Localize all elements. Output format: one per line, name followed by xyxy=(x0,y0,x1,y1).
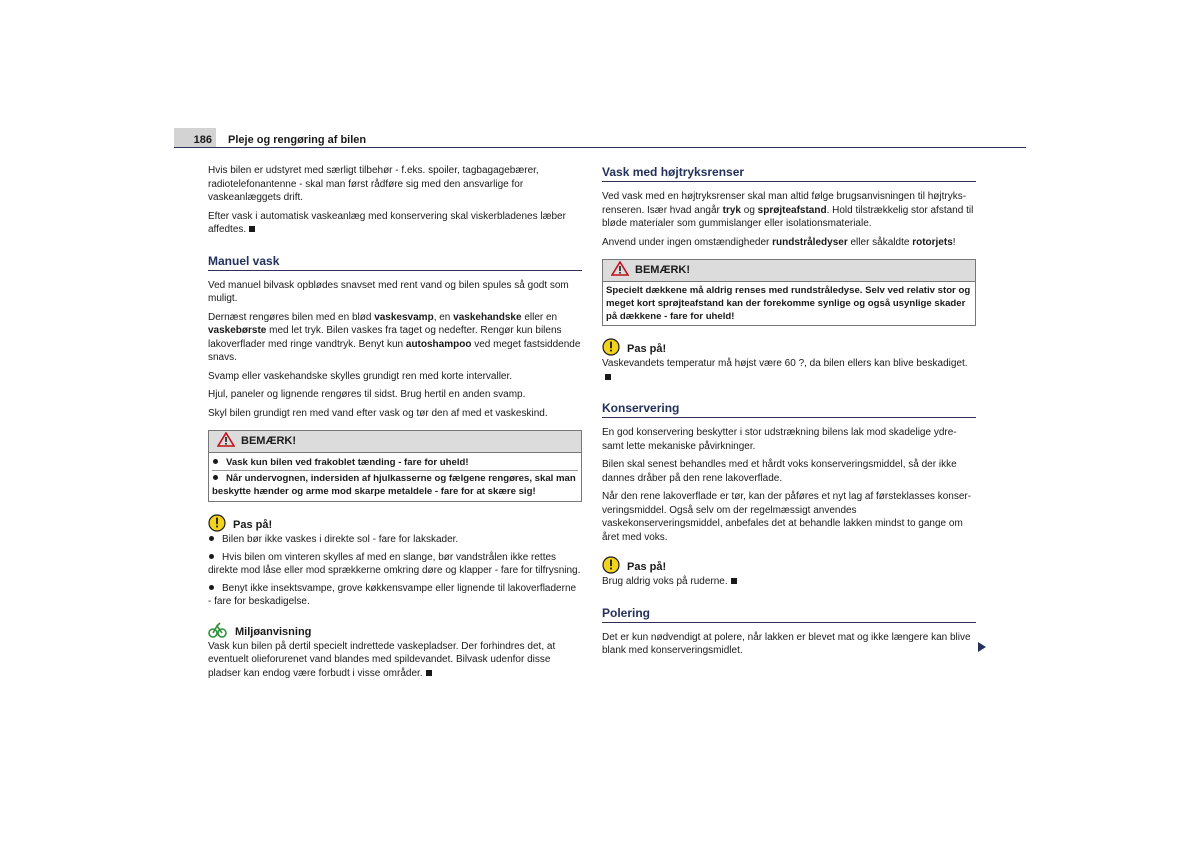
bullet-icon xyxy=(209,554,214,559)
cons-paragraph-2: Bilen skal senest behandles med et hårdt voks konserveringsmiddel, så der ikke dannes dråber på den rene lakoverflade. xyxy=(602,459,957,484)
exclamation-circle-icon xyxy=(602,556,620,574)
manual-paragraph-1: Ved manuel bilvask opblødes snavset med rent vand og bilen spules så godt som muligt. xyxy=(208,279,569,304)
warning-header xyxy=(603,260,975,282)
caution-heading: Pas på! xyxy=(208,514,582,531)
cons-paragraph-1: En god konservering beskytter i stor udstrækning bilens lak mod skadelige ydre- samt lette mekaniske påvirkninger. xyxy=(602,427,957,452)
bullet-icon xyxy=(213,459,218,464)
right-column xyxy=(602,164,976,663)
exclamation-circle-icon xyxy=(208,514,226,532)
intro-paragraph: Hvis bilen er udstyret med særligt tilbehør - f.eks. spoiler, tagbagagebærer, radiotelefonantenne - skal man først rådføre sig med den ansvarlige for vaskeanlæggets drift. xyxy=(208,165,539,203)
section-title-manuel-vask: Manuel vask xyxy=(208,253,582,271)
warning-item: Vask kun bilen ved frakoblet tænding - fare for uheld! xyxy=(212,455,578,470)
intro-paragraph-2: Efter vask i automatisk vaskeanlæg med konservering skal viskerbladenes læber affedtes. xyxy=(208,210,566,235)
caution-text: Vaskevandets temperatur må højst være 60 ?, da bilen ellers kan blive beskadiget. xyxy=(602,357,976,384)
left-column xyxy=(208,164,582,685)
warning-body: Specielt dækkene må aldrig renses med rundstråledyse. Selv ved relativ stor og meget kort sprøjteafstand kan der forekomme synlige og også usynlige skader på dækkene - fare for uheld! xyxy=(606,285,971,322)
page-number: 186 xyxy=(174,128,216,148)
end-square-icon xyxy=(249,226,255,232)
end-square-icon xyxy=(731,578,737,584)
page-header xyxy=(174,128,1026,148)
exclamation-circle-icon xyxy=(602,338,620,356)
end-square-icon xyxy=(426,670,432,676)
warning-triangle-icon xyxy=(611,261,629,276)
pol-paragraph-1: Det er kun nødvendigt at polere, når lakken er blevet mat og ikke længere kan blive blank med konserveringsmidlet. xyxy=(602,631,971,656)
caution-heading: Pas på! xyxy=(602,556,976,573)
next-page-arrow-icon xyxy=(978,642,986,652)
cons-paragraph-3: Når den rene lakoverflade er tør, kan der påføres et nyt lag af førsteklasses konserveringsmiddel. Også selv om der regelmæssigt anvendes vaskekonserveringsmiddel, anbefales det at behandle lakken mindst to gange om året med voks. xyxy=(602,491,972,543)
manual-paragraph-3: Svamp eller vaskehandske skylles grundigt ren med korte intervaller. xyxy=(208,370,513,382)
bullet-icon xyxy=(209,585,214,590)
manual-paragraph-5: Skyl bilen grundigt ren med vand efter vask og tør den af med et vaskeskind. xyxy=(208,407,548,419)
caution-item: Hvis bilen om vinteren skylles af med en slange, bør vandstrålen ikke rettes direkte mod låse eller mod sprækkerne omkring døre og klapper - fare for tilfrysning. xyxy=(208,551,581,576)
manual-paragraph-4: Hjul, paneler og lignende rengøres til sidst. Brug hertil en anden svamp. xyxy=(208,389,526,400)
section-title-polering: Polering xyxy=(602,605,976,623)
environment-heading: Miljøanvisning xyxy=(208,621,582,638)
warning-box xyxy=(208,430,582,502)
manual-paragraph-2: Dernæst rengøres bilen med en blød vaskesvamp, en vaskehandske eller en vaskebørste med let tryk. Bilen vaskes fra taget og nedefter. Rengør kun bilens lakoverflader med ringe vandtryk. Benyt kun autoshampoo ved meget fastsiddende snavs. xyxy=(208,311,581,363)
header-rule xyxy=(174,147,1026,148)
hp-paragraph-1: Ved vask med en højtryksrenser skal man altid følge brugsanvisningen til højtryksrenseren. Især hvad angår tryk og sprøjteafstand. Hold tilstrækkelig stor afstand til bløde materialer som gummislanger eller isolationsmateriale. xyxy=(602,191,974,229)
chapter-title: Pleje og rengøring af bilen xyxy=(228,134,367,146)
caution-text: Brug aldrig voks på ruderne. xyxy=(602,575,976,589)
warning-body xyxy=(209,453,581,501)
end-square-icon xyxy=(605,374,611,380)
warning-header xyxy=(209,431,581,453)
bullet-icon xyxy=(209,536,214,541)
warning-title: BEMÆRK! xyxy=(635,264,690,276)
hp-paragraph-2: Anvend under ingen omstændigheder rundstråledyser eller såkaldte rotorjets! xyxy=(602,236,956,248)
warning-triangle-icon xyxy=(217,432,235,447)
environment-text: Vask kun bilen på dertil specielt indrettede vaskepladser. Der forhindres det, at eventuelt olieforurenet vand blandes med spildevandet. Bilvask udenfor disse pladser kan endog være forbudt i visse områder. xyxy=(208,640,556,679)
warning-title: BEMÆRK! xyxy=(241,435,296,447)
caution-item: Bilen bør ikke vaskes i direkte sol - fare for lakskader. xyxy=(208,533,582,547)
caution-item: Benyt ikke insektsvampe, grove køkkensvampe eller lignende til lakoverfladerne - fare for beskadigelse. xyxy=(208,582,577,607)
section-title-konservering: Konservering xyxy=(602,400,976,418)
warning-item: Når undervognen, indersiden af hjulkasserne og fælgene rengøres, skal man beskytte hænder og arme mod skarpe metaldele - fare for at skære sig! xyxy=(212,470,578,499)
warning-box xyxy=(602,259,976,326)
environment-icon xyxy=(208,621,228,639)
bullet-icon xyxy=(213,475,218,480)
caution-heading: Pas på! xyxy=(602,338,976,355)
section-title-hojtryksrenser: Vask med højtryksrenser xyxy=(602,164,976,182)
